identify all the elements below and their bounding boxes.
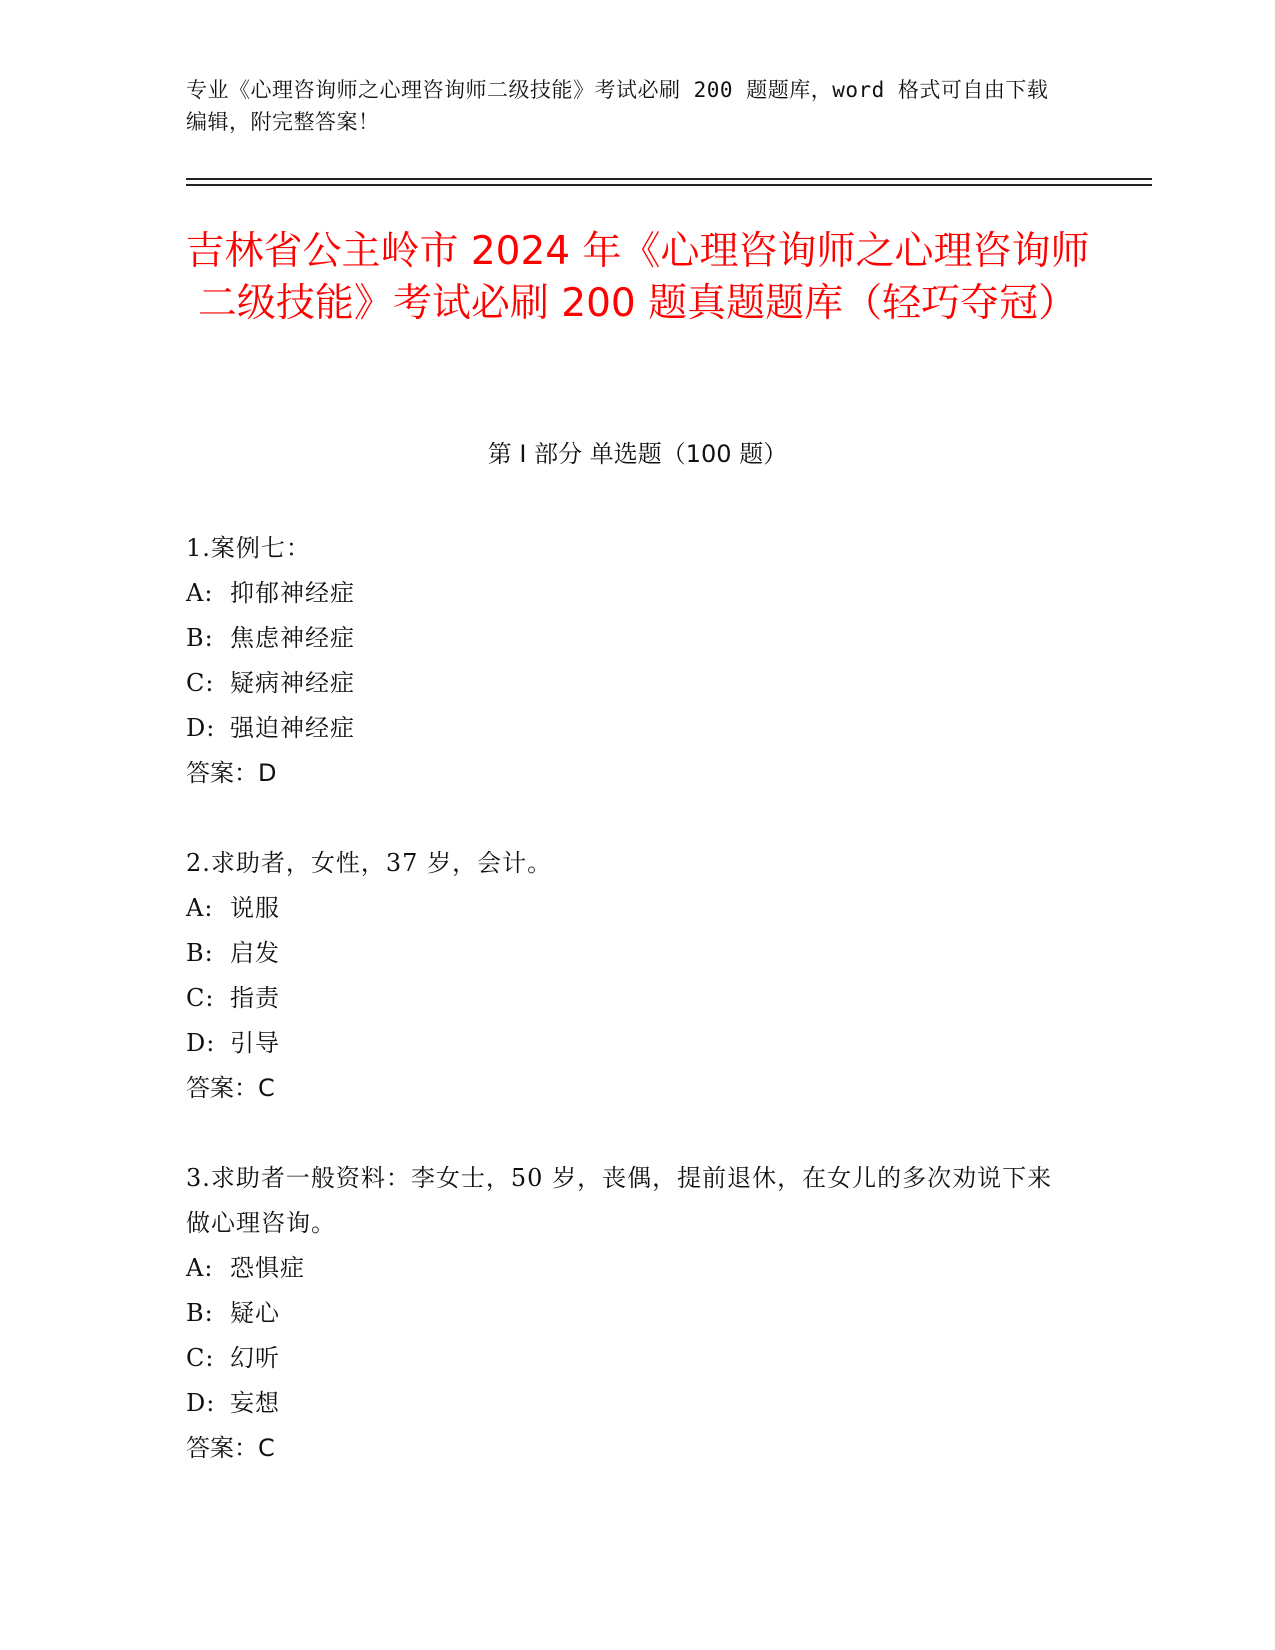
header-divider-bottom — [186, 184, 1152, 186]
question-item — [186, 1156, 1066, 1471]
option-letter: D: — [186, 1029, 216, 1057]
option-text: 疑病神经症 — [230, 669, 355, 697]
option-c — [186, 661, 1066, 706]
answer-line: 答案：C — [186, 1434, 275, 1462]
answer-line: 答案：C — [186, 1074, 275, 1102]
option-letter: B: — [186, 1299, 214, 1327]
option-text: 恐惧症 — [230, 1254, 305, 1282]
option-c — [186, 976, 1066, 1021]
option-a — [186, 571, 1066, 616]
option-letter: D: — [186, 1389, 216, 1417]
option-text: 强迫神经症 — [230, 714, 355, 742]
option-letter: B: — [186, 939, 214, 967]
option-letter: C: — [186, 1344, 215, 1372]
answer-line: 答案：D — [186, 759, 277, 787]
option-c — [186, 1336, 1066, 1381]
option-text: 说服 — [230, 894, 280, 922]
question-stem: 2.求助者，女性，37 岁，会计。 — [186, 849, 553, 877]
option-letter: A: — [186, 579, 214, 607]
option-b — [186, 931, 1066, 976]
option-d — [186, 1021, 1066, 1066]
option-text: 疑心 — [230, 1299, 280, 1327]
option-a — [186, 1246, 1066, 1291]
option-letter: A: — [186, 894, 214, 922]
option-text: 抑郁神经症 — [230, 579, 355, 607]
question-item — [186, 841, 1066, 1111]
option-b — [186, 616, 1066, 661]
section-heading: 第 I 部分 单选题（100 题） — [487, 440, 788, 468]
question-stem: 3.求助者一般资料：李女士，50 岁，丧偶，提前退休，在女儿的多次劝说下来做心理咨询。 — [186, 1164, 1053, 1237]
option-d — [186, 706, 1066, 751]
option-text: 焦虑神经症 — [230, 624, 355, 652]
option-text: 指责 — [230, 984, 280, 1012]
option-text: 启发 — [230, 939, 280, 967]
question-stem: 1.案例七： — [186, 534, 311, 562]
option-letter: C: — [186, 669, 215, 697]
question-item — [186, 526, 1066, 796]
option-text: 妄想 — [230, 1389, 280, 1417]
option-letter: C: — [186, 984, 215, 1012]
option-text: 幻听 — [230, 1344, 280, 1372]
option-d — [186, 1381, 1066, 1426]
option-b — [186, 1291, 1066, 1336]
option-text: 引导 — [230, 1029, 280, 1057]
option-letter: D: — [186, 714, 216, 742]
option-a — [186, 886, 1066, 931]
option-letter: A: — [186, 1254, 214, 1282]
option-letter: B: — [186, 624, 214, 652]
document-title: 吉林省公主岭市 2024 年《心理咨询师之心理咨询师二级技能》考试必刷 200 题真题题库（轻巧夺冠） — [185, 229, 1090, 326]
question-list — [186, 526, 1066, 1516]
intro-text: 专业《心理咨询师之心理咨询师二级技能》考试必刷 200 题题库，word 格式可自由下载编辑，附完整答案！ — [186, 78, 1049, 134]
header-divider-top — [186, 178, 1152, 180]
